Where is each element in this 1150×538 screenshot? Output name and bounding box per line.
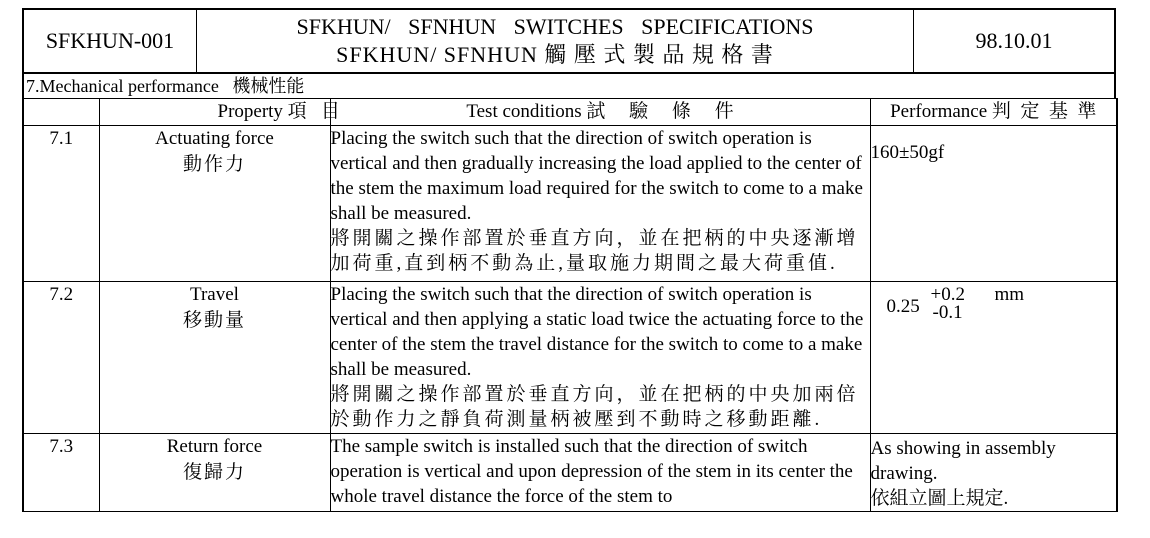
document-title [197, 10, 914, 72]
travel-tolerance [871, 282, 1117, 342]
conditions-english: Placing the switch such that the direction of switch operation is vertical and then gradually increasing the load applied to the center of the stem the maximum load required for the switch to come to a make shall be measured. [330, 128, 863, 224]
section-heading: 7.Mechanical performance 機械性能 [22, 74, 1116, 98]
document-date: 98.10.01 [975, 28, 1053, 53]
title-chinese: SFKHUN/ SFNHUN 觸 壓 式 製 品 規 格 書 [336, 42, 774, 67]
header-number [23, 99, 99, 126]
conditions-english: Placing the switch such that the direction of switch operation is vertical and then applying a static load twice the actuating force to the center of the stem the travel distance for the switch to come to a make shall be measured. [330, 284, 864, 380]
performance-value: 160±50gf [870, 142, 945, 163]
table-row [23, 282, 1117, 434]
spec-table [22, 98, 1118, 512]
conditions-chinese: 將開關之操作部置於垂直方向，並在把柄的中央逐漸增加荷重,直到柄不動為止,量取施力期間之最大荷重值. [330, 228, 859, 274]
performance-english: As showing in assembly drawing. [870, 438, 1056, 484]
spec-document [22, 8, 1116, 538]
row-number: 7.1 [23, 126, 99, 282]
row-number: 7.2 [23, 282, 99, 434]
property-chinese: 復歸力 [182, 462, 246, 483]
performance-cell [870, 126, 1117, 282]
travel-plus-tolerance: +0.2 [930, 284, 965, 305]
performance-cell [870, 434, 1117, 512]
performance-chinese: 依組立圖上規定. [870, 488, 1009, 509]
property-cell [99, 126, 330, 282]
row-number: 7.3 [23, 434, 99, 512]
travel-minus-tolerance: -0.1 [932, 302, 963, 323]
header-conditions: Test conditions 試 驗 條 件 [330, 99, 870, 126]
property-cell [99, 282, 330, 434]
header-property: Property 項 目 [99, 99, 330, 126]
conditions-cell [330, 126, 870, 282]
property-english: Return force [166, 436, 263, 457]
table-row [23, 434, 1117, 512]
conditions-chinese: 將開關之操作部置於垂直方向，並在把柄的中央加兩倍於動作力之靜負荷測量柄被壓到不動時之移動距離. [330, 384, 859, 430]
header-performance: Performance 判 定 基 準 [870, 99, 1117, 126]
conditions-cell [330, 282, 870, 434]
property-cell [99, 434, 330, 512]
document-header [22, 8, 1116, 74]
conditions-english: The sample switch is installed such that the direction of switch operation is vertical and upon depression of the stem in its center the whole travel distance the force of the stem to [330, 436, 853, 507]
travel-unit: mm [994, 284, 1025, 305]
property-chinese: 移動量 [182, 310, 246, 331]
travel-base-value: 0.25 [886, 296, 920, 317]
property-chinese: 動作力 [182, 154, 246, 175]
title-english: SFKHUN/ SFNHUN SWITCHES SPECIFICATIONS [296, 14, 814, 39]
table-header-row [23, 99, 1117, 126]
performance-cell [870, 282, 1117, 434]
property-english: Actuating force [155, 128, 274, 149]
document-code: SFKHUN-001 [24, 10, 197, 72]
property-english: Travel [190, 284, 239, 305]
table-row [23, 126, 1117, 282]
conditions-cell [330, 434, 870, 512]
